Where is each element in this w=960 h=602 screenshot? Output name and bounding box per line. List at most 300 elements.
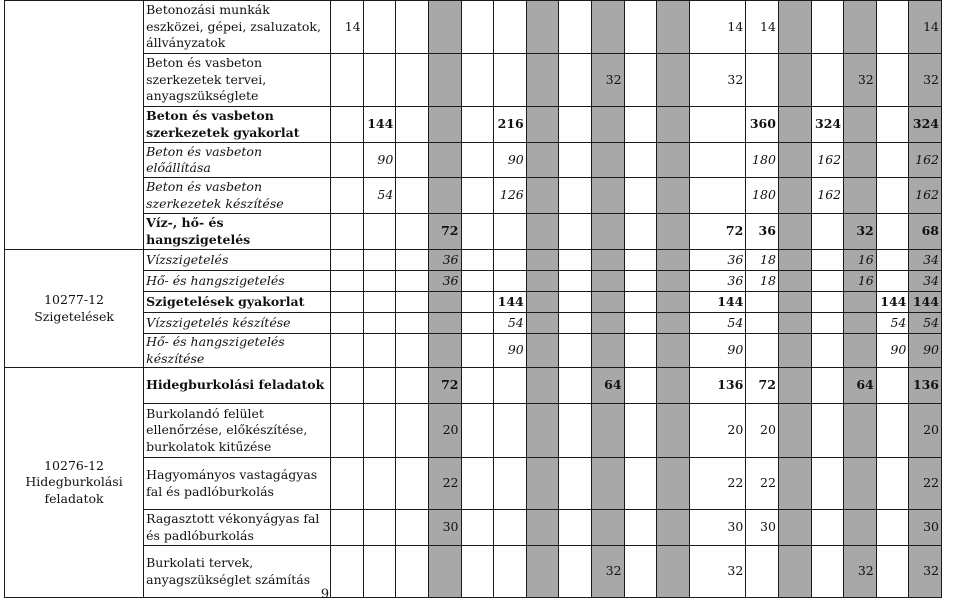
empty-cell <box>624 54 657 107</box>
empty-cell <box>778 54 811 107</box>
empty-cell <box>559 214 592 250</box>
empty-cell <box>461 271 494 292</box>
hours-cell: 90 <box>909 334 942 368</box>
topic-label: Burkolati tervek, anyagszükséglet számítás <box>144 546 331 598</box>
empty-cell <box>559 458 592 510</box>
empty-cell <box>876 546 909 598</box>
hours-cell: 54 <box>689 313 746 334</box>
empty-cell <box>494 250 527 271</box>
empty-cell <box>624 250 657 271</box>
empty-cell <box>657 54 690 107</box>
hours-cell: 72 <box>428 368 461 404</box>
empty-cell <box>428 292 461 313</box>
empty-cell <box>778 292 811 313</box>
empty-cell <box>624 404 657 458</box>
empty-cell <box>624 271 657 292</box>
empty-cell <box>844 334 877 368</box>
empty-cell <box>526 368 559 404</box>
hours-cell: 54 <box>909 313 942 334</box>
empty-cell <box>526 546 559 598</box>
empty-cell <box>778 143 811 178</box>
hours-cell: 32 <box>591 54 624 107</box>
empty-cell <box>494 214 527 250</box>
empty-cell <box>428 546 461 598</box>
empty-cell <box>811 1 844 54</box>
empty-cell <box>624 334 657 368</box>
empty-cell <box>331 292 364 313</box>
empty-cell <box>526 214 559 250</box>
hours-cell: 22 <box>909 458 942 510</box>
hours-cell: 32 <box>591 546 624 598</box>
empty-cell <box>331 54 364 107</box>
module-cell <box>5 368 144 598</box>
empty-cell <box>428 334 461 368</box>
hours-cell: 22 <box>689 458 746 510</box>
empty-cell <box>657 458 690 510</box>
empty-cell <box>363 54 396 107</box>
empty-cell <box>811 458 844 510</box>
topic-label: Hő- és hangszigetelés <box>144 271 331 292</box>
table-row <box>5 1 942 54</box>
hours-cell: 90 <box>494 334 527 368</box>
hours-cell: 32 <box>844 214 877 250</box>
empty-cell <box>559 178 592 214</box>
table-row <box>5 510 942 546</box>
empty-cell <box>526 107 559 143</box>
empty-cell <box>624 368 657 404</box>
empty-cell <box>494 546 527 598</box>
module-code: 10277-12 <box>44 292 105 307</box>
empty-cell <box>591 510 624 546</box>
empty-cell <box>657 250 690 271</box>
empty-cell <box>778 107 811 143</box>
hours-cell: 90 <box>363 143 396 178</box>
topic-label: Vízszigetelés <box>144 250 331 271</box>
module-cell <box>5 250 144 368</box>
empty-cell <box>396 54 429 107</box>
empty-cell <box>657 1 690 54</box>
empty-cell <box>526 143 559 178</box>
empty-cell <box>624 458 657 510</box>
hours-cell: 36 <box>428 271 461 292</box>
empty-cell <box>396 368 429 404</box>
hours-cell: 32 <box>689 54 746 107</box>
empty-cell <box>461 1 494 54</box>
empty-cell <box>428 178 461 214</box>
empty-cell <box>526 250 559 271</box>
empty-cell <box>526 178 559 214</box>
hours-cell: 54 <box>876 313 909 334</box>
hours-cell: 14 <box>909 1 942 54</box>
empty-cell <box>811 404 844 458</box>
empty-cell <box>559 1 592 54</box>
empty-cell <box>559 250 592 271</box>
empty-cell <box>876 178 909 214</box>
empty-cell <box>591 271 624 292</box>
hours-cell: 18 <box>746 250 779 271</box>
empty-cell <box>778 404 811 458</box>
empty-cell <box>396 250 429 271</box>
empty-cell <box>746 334 779 368</box>
hours-cell: 72 <box>428 214 461 250</box>
empty-cell <box>657 368 690 404</box>
hours-cell: 30 <box>689 510 746 546</box>
empty-cell <box>624 178 657 214</box>
module-name: Hidegburkolási feladatok <box>25 474 123 506</box>
table-row <box>5 546 942 598</box>
topic-label: Hő- és hangszigetelés készítése <box>144 334 331 368</box>
empty-cell <box>396 510 429 546</box>
empty-cell <box>396 143 429 178</box>
empty-cell <box>811 214 844 250</box>
empty-cell <box>494 54 527 107</box>
hours-cell: 162 <box>811 178 844 214</box>
topic-label: Betonozási munkák eszközei, gépei, zsaluzatok, állványzatok <box>144 1 331 54</box>
empty-cell <box>746 54 779 107</box>
empty-cell <box>559 546 592 598</box>
empty-cell <box>811 313 844 334</box>
empty-cell <box>526 313 559 334</box>
empty-cell <box>746 313 779 334</box>
empty-cell <box>494 368 527 404</box>
hours-cell: 22 <box>428 458 461 510</box>
empty-cell <box>876 1 909 54</box>
empty-cell <box>559 292 592 313</box>
empty-cell <box>494 1 527 54</box>
empty-cell <box>657 143 690 178</box>
hours-cell: 72 <box>746 368 779 404</box>
empty-cell <box>526 1 559 54</box>
empty-cell <box>363 292 396 313</box>
empty-cell <box>559 107 592 143</box>
empty-cell <box>844 178 877 214</box>
empty-cell <box>844 313 877 334</box>
empty-cell <box>363 250 396 271</box>
empty-cell <box>876 107 909 143</box>
hours-cell: 30 <box>746 510 779 546</box>
hours-cell: 136 <box>909 368 942 404</box>
empty-cell <box>624 313 657 334</box>
empty-cell <box>396 107 429 143</box>
hours-cell: 68 <box>909 214 942 250</box>
empty-cell <box>778 458 811 510</box>
empty-cell <box>876 510 909 546</box>
empty-cell <box>657 292 690 313</box>
empty-cell <box>461 313 494 334</box>
table-row <box>5 250 942 271</box>
hours-cell: 180 <box>746 178 779 214</box>
empty-cell <box>591 313 624 334</box>
hours-cell: 30 <box>428 510 461 546</box>
empty-cell <box>778 178 811 214</box>
empty-cell <box>396 1 429 54</box>
hours-cell: 32 <box>844 54 877 107</box>
empty-cell <box>396 458 429 510</box>
empty-cell <box>778 546 811 598</box>
hours-cell: 16 <box>844 250 877 271</box>
empty-cell <box>778 214 811 250</box>
empty-cell <box>624 214 657 250</box>
hours-cell: 22 <box>746 458 779 510</box>
empty-cell <box>331 143 364 178</box>
empty-cell <box>363 271 396 292</box>
hours-cell: 32 <box>689 546 746 598</box>
hours-cell: 36 <box>689 271 746 292</box>
empty-cell <box>657 546 690 598</box>
empty-cell <box>689 107 746 143</box>
empty-cell <box>657 107 690 143</box>
empty-cell <box>876 271 909 292</box>
empty-cell <box>461 250 494 271</box>
hours-cell: 30 <box>909 510 942 546</box>
hours-cell: 126 <box>494 178 527 214</box>
empty-cell <box>778 510 811 546</box>
empty-cell <box>657 214 690 250</box>
empty-cell <box>591 458 624 510</box>
empty-cell <box>526 458 559 510</box>
hours-cell: 90 <box>876 334 909 368</box>
hours-cell: 18 <box>746 271 779 292</box>
empty-cell <box>331 250 364 271</box>
table-row <box>5 107 942 143</box>
empty-cell <box>396 334 429 368</box>
hours-cell: 36 <box>689 250 746 271</box>
empty-cell <box>331 313 364 334</box>
topic-label: Beton és vasbeton szerkezetek tervei, anyagszükséglete <box>144 54 331 107</box>
hours-cell: 14 <box>689 1 746 54</box>
empty-cell <box>428 54 461 107</box>
hours-cell: 162 <box>811 143 844 178</box>
empty-cell <box>591 292 624 313</box>
empty-cell <box>746 292 779 313</box>
table-row <box>5 214 942 250</box>
table-row <box>5 404 942 458</box>
hours-cell: 36 <box>746 214 779 250</box>
empty-cell <box>559 54 592 107</box>
empty-cell <box>363 510 396 546</box>
hours-cell: 144 <box>363 107 396 143</box>
hours-cell: 90 <box>494 143 527 178</box>
empty-cell <box>331 214 364 250</box>
hours-cell: 72 <box>689 214 746 250</box>
table-row <box>5 313 942 334</box>
page-number: 9 <box>320 587 330 602</box>
empty-cell <box>428 313 461 334</box>
hours-cell: 14 <box>331 1 364 54</box>
hours-cell: 32 <box>909 54 942 107</box>
empty-cell <box>559 271 592 292</box>
empty-cell <box>526 404 559 458</box>
table-row <box>5 178 942 214</box>
empty-cell <box>778 271 811 292</box>
empty-cell <box>778 368 811 404</box>
empty-cell <box>844 107 877 143</box>
empty-cell <box>591 214 624 250</box>
empty-cell <box>363 546 396 598</box>
empty-cell <box>363 404 396 458</box>
empty-cell <box>461 107 494 143</box>
hours-cell: 162 <box>909 143 942 178</box>
empty-cell <box>461 178 494 214</box>
hours-cell: 180 <box>746 143 779 178</box>
empty-cell <box>331 510 364 546</box>
empty-cell <box>591 250 624 271</box>
module-code: 10276-12 <box>44 457 105 473</box>
empty-cell <box>591 143 624 178</box>
topic-label: Szigetelések gyakorlat <box>144 292 331 313</box>
empty-cell <box>657 334 690 368</box>
empty-cell <box>657 178 690 214</box>
hours-cell: 20 <box>428 404 461 458</box>
table-row <box>5 334 942 368</box>
topic-label: Víz-, hő- és hangszigetelés <box>144 214 331 250</box>
empty-cell <box>811 510 844 546</box>
empty-cell <box>689 178 746 214</box>
empty-cell <box>811 334 844 368</box>
hours-cell: 34 <box>909 271 942 292</box>
hours-cell: 20 <box>689 404 746 458</box>
empty-cell <box>461 54 494 107</box>
table-row <box>5 368 942 404</box>
empty-cell <box>363 1 396 54</box>
empty-cell <box>876 250 909 271</box>
hours-cell: 32 <box>909 546 942 598</box>
hours-cell: 54 <box>363 178 396 214</box>
empty-cell <box>331 546 364 598</box>
empty-cell <box>657 510 690 546</box>
empty-cell <box>591 178 624 214</box>
empty-cell <box>396 404 429 458</box>
hours-cell: 324 <box>811 107 844 143</box>
table-row <box>5 143 942 178</box>
empty-cell <box>461 334 494 368</box>
empty-cell <box>428 143 461 178</box>
topic-label: Hidegburkolási feladatok <box>144 368 331 404</box>
empty-cell <box>526 271 559 292</box>
empty-cell <box>461 510 494 546</box>
empty-cell <box>363 313 396 334</box>
topic-label: Burkolandó felület ellenőrzése, előkészítése, burkolatok kitűzése <box>144 404 331 458</box>
empty-cell <box>624 546 657 598</box>
empty-cell <box>494 404 527 458</box>
empty-cell <box>559 143 592 178</box>
empty-cell <box>624 1 657 54</box>
hours-cell: 54 <box>494 313 527 334</box>
table-row <box>5 54 942 107</box>
empty-cell <box>591 1 624 54</box>
empty-cell <box>876 458 909 510</box>
empty-cell <box>559 368 592 404</box>
empty-cell <box>876 404 909 458</box>
topic-label: Beton és vasbeton szerkezetek gyakorlat <box>144 107 331 143</box>
hours-cell: 162 <box>909 178 942 214</box>
hours-cell: 20 <box>746 404 779 458</box>
hours-cell: 144 <box>909 292 942 313</box>
empty-cell <box>461 546 494 598</box>
empty-cell <box>331 334 364 368</box>
empty-cell <box>331 271 364 292</box>
empty-cell <box>844 458 877 510</box>
empty-cell <box>559 334 592 368</box>
empty-cell <box>526 334 559 368</box>
empty-cell <box>461 214 494 250</box>
hours-cell: 14 <box>746 1 779 54</box>
empty-cell <box>494 271 527 292</box>
hours-cell: 20 <box>909 404 942 458</box>
empty-cell <box>778 334 811 368</box>
empty-cell <box>396 178 429 214</box>
empty-cell <box>876 214 909 250</box>
empty-cell <box>657 313 690 334</box>
empty-cell <box>331 458 364 510</box>
hours-cell: 136 <box>689 368 746 404</box>
empty-cell <box>811 368 844 404</box>
empty-cell <box>331 404 364 458</box>
empty-cell <box>396 292 429 313</box>
empty-cell <box>624 143 657 178</box>
empty-cell <box>396 546 429 598</box>
empty-cell <box>461 368 494 404</box>
hours-cell: 90 <box>689 334 746 368</box>
hours-cell: 16 <box>844 271 877 292</box>
empty-cell <box>494 458 527 510</box>
hours-cell: 64 <box>591 368 624 404</box>
empty-cell <box>428 107 461 143</box>
empty-cell <box>331 178 364 214</box>
hours-cell: 144 <box>876 292 909 313</box>
empty-cell <box>689 143 746 178</box>
table-row <box>5 292 942 313</box>
empty-cell <box>778 250 811 271</box>
hours-cell: 324 <box>909 107 942 143</box>
empty-cell <box>624 107 657 143</box>
empty-cell <box>591 334 624 368</box>
empty-cell <box>363 334 396 368</box>
hours-cell: 360 <box>746 107 779 143</box>
empty-cell <box>428 1 461 54</box>
topic-label: Ragasztott vékonyágyas fal és padlóburkolás <box>144 510 331 546</box>
empty-cell <box>559 313 592 334</box>
topic-label: Beton és vasbeton előállítása <box>144 143 331 178</box>
empty-cell <box>331 107 364 143</box>
topic-label: Vízszigetelés készítése <box>144 313 331 334</box>
topic-label: Beton és vasbeton szerkezetek készítése <box>144 178 331 214</box>
empty-cell <box>461 404 494 458</box>
empty-cell <box>591 404 624 458</box>
empty-cell <box>778 1 811 54</box>
module-name: Szigetelések <box>34 308 114 324</box>
empty-cell <box>876 368 909 404</box>
empty-cell <box>844 510 877 546</box>
empty-cell <box>494 510 527 546</box>
empty-cell <box>844 292 877 313</box>
empty-cell <box>363 458 396 510</box>
empty-cell <box>331 368 364 404</box>
empty-cell <box>363 214 396 250</box>
hours-cell: 36 <box>428 250 461 271</box>
empty-cell <box>811 250 844 271</box>
empty-cell <box>396 214 429 250</box>
empty-cell <box>591 107 624 143</box>
empty-cell <box>811 54 844 107</box>
empty-cell <box>657 404 690 458</box>
hours-cell: 216 <box>494 107 527 143</box>
empty-cell <box>811 292 844 313</box>
hours-cell: 64 <box>844 368 877 404</box>
empty-cell <box>624 292 657 313</box>
empty-cell <box>844 1 877 54</box>
table-row <box>5 271 942 292</box>
